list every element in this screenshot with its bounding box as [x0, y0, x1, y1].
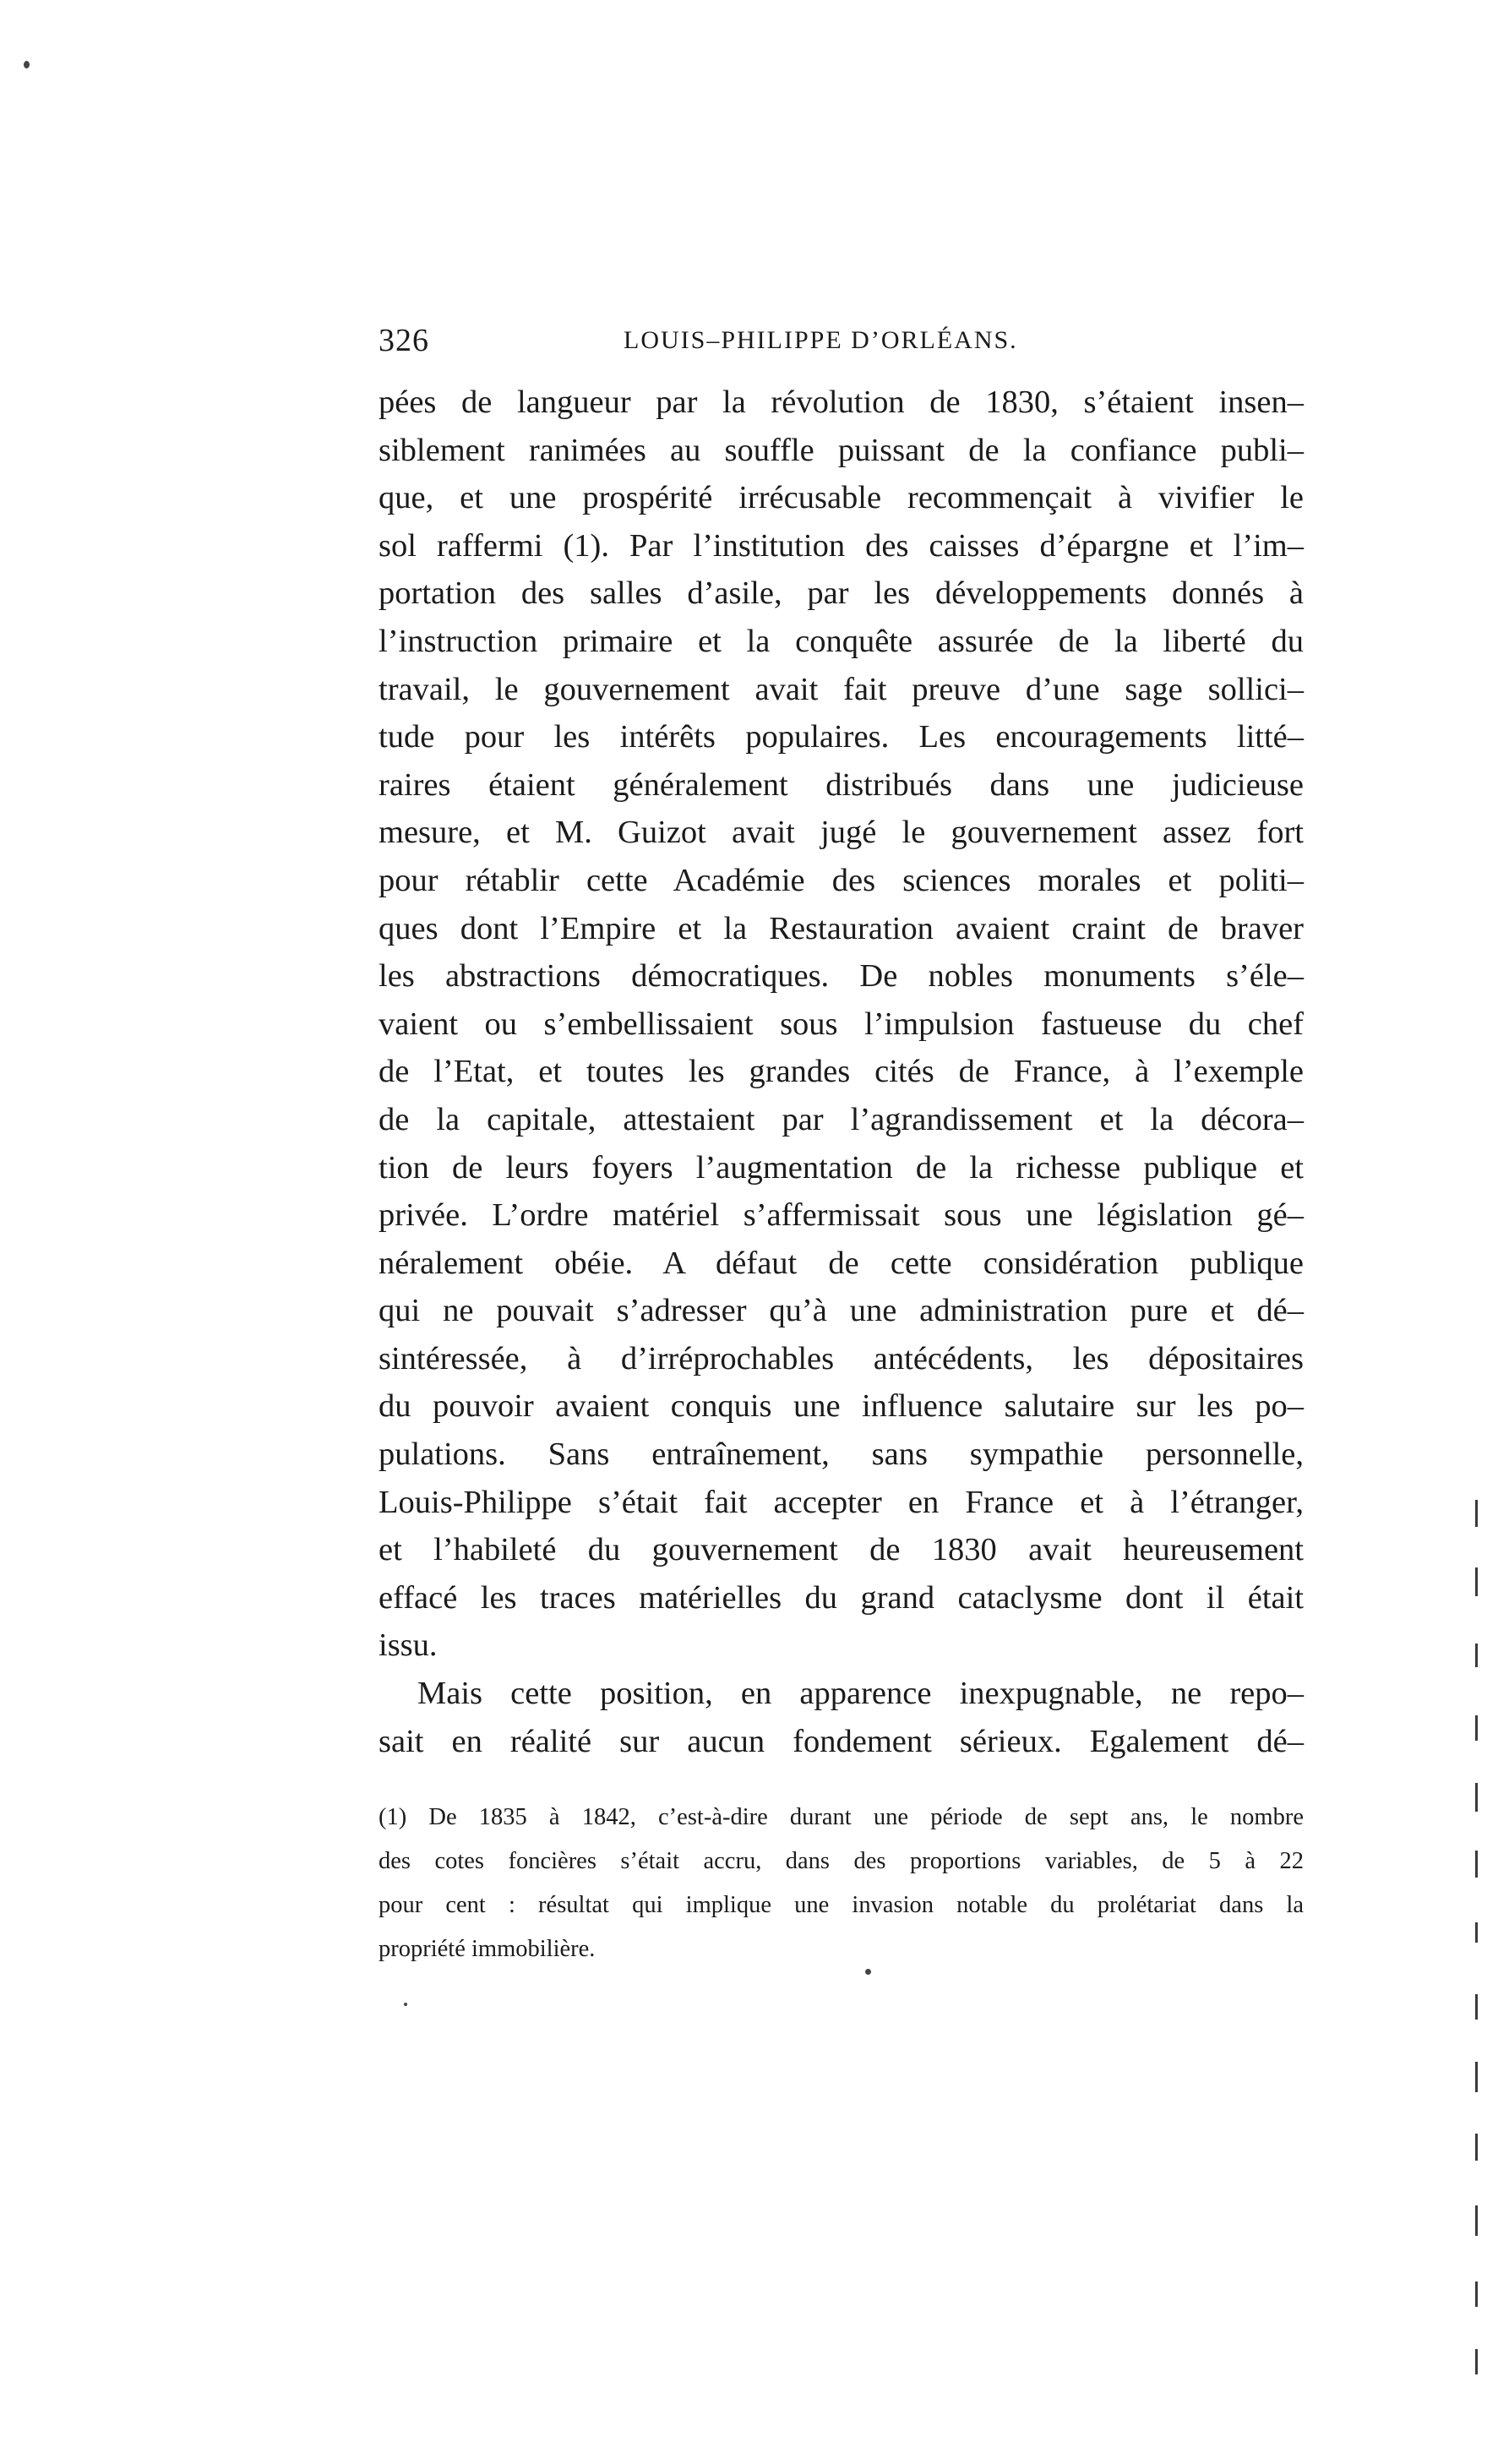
- body-line: néralement obéie. A défaut de cette considération publique: [379, 1245, 1304, 1281]
- footnote-line: (1) De 1835 à 1842, c’est-à-dire durant une période de sept ans, le nombre: [379, 1804, 1304, 1830]
- scan-speck: [404, 2003, 407, 2006]
- body-line: sait en réalité sur aucun fondement sérieux. Egalement dé–: [379, 1723, 1304, 1759]
- body-line: de l’Etat, et toutes les grandes cités de France, à l’exemple: [379, 1054, 1304, 1090]
- footnote: [379, 1796, 1304, 1971]
- running-title: LOUIS–PHILIPPE D’ORLÉANS.: [624, 326, 1018, 354]
- body-line: de la capitale, attestaient par l’agrandissement et la décora–: [379, 1101, 1304, 1137]
- body-line: pour rétablir cette Académie des sciences morales et politi–: [379, 862, 1304, 898]
- paragraph-start-line: Mais cette position, en apparence inexpugnable, ne repo–: [417, 1676, 1304, 1712]
- scan-speck: [865, 1969, 871, 1975]
- scan-edge-mark: [1475, 1922, 1478, 1943]
- scan-edge-mark: [1475, 2281, 1478, 2307]
- body-line: l’instruction primaire et la conquête assurée de la liberté du: [379, 623, 1304, 659]
- body-line: pées de langueur par la révolution de 1830, s’étaient insen–: [379, 384, 1304, 420]
- body-line: pulations. Sans entraînement, sans sympathie personnelle,: [379, 1436, 1304, 1473]
- scan-speck: [24, 61, 30, 68]
- scan-edge-mark: [1475, 2134, 1478, 2161]
- body-line: travail, le gouvernement avait fait preuve d’une sage sollici–: [379, 671, 1304, 707]
- body-line: sintéressée, à d’irréprochables antécédents, les dépositaires: [379, 1340, 1304, 1376]
- page-number: 326: [379, 323, 429, 358]
- body-line: ques dont l’Empire et la Restauration avaient craint de braver: [379, 910, 1304, 946]
- footnote-line: propriété immobilière.: [379, 1936, 596, 1962]
- body-line: tude pour les intérêts populaires. Les encouragements litté–: [379, 719, 1304, 755]
- scan-edge-mark: [1475, 1567, 1478, 1596]
- body-text: [379, 379, 1304, 1765]
- scan-edge-mark: [1475, 2205, 1478, 2236]
- body-line: privée. L’ordre matériel s’affermissait sous une législation gé–: [379, 1197, 1304, 1234]
- body-line: du pouvoir avaient conquis une influence salutaire sur les po–: [379, 1388, 1304, 1425]
- scan-edge-mark: [1475, 1644, 1478, 1667]
- body-line: vaient ou s’embellissaient sous l’impulsion fastueuse du chef: [379, 1006, 1304, 1042]
- body-line: tion de leurs foyers l’augmentation de la richesse publique et: [379, 1149, 1304, 1186]
- footnote-line: pour cent : résultat qui implique une invasion notable du prolétariat dans la: [379, 1892, 1304, 1918]
- body-line: mesure, et M. Guizot avait jugé le gouvernement assez fort: [379, 815, 1304, 851]
- scan-edge-mark: [1475, 1851, 1478, 1878]
- scan-edge-mark: [1475, 2062, 1478, 2092]
- footnote-line: des cotes foncières s’était accru, dans des proportions variables, de 5 à 22: [379, 1848, 1304, 1874]
- scan-edge-mark: [1475, 1994, 1478, 2020]
- body-line: que, et une prospérité irrécusable recommençait à vivifier le: [379, 480, 1304, 516]
- body-line: portation des salles d’asile, par les développements donnés à: [379, 575, 1304, 612]
- scan-edge-mark: [1475, 1500, 1478, 1527]
- paragraph-end-line: issu.: [379, 1627, 438, 1664]
- scan-edge-mark: [1475, 2349, 1478, 2374]
- body-line: les abstractions démocratiques. De nobles monuments s’éle–: [379, 958, 1304, 995]
- body-line: effacé les traces matérielles du grand cataclysme dont il était: [379, 1579, 1304, 1616]
- page-header: [379, 319, 1304, 362]
- body-line: siblement ranimées au souffle puissant de la confiance publi–: [379, 432, 1304, 468]
- scan-edge-mark: [1475, 1783, 1478, 1812]
- body-line: Louis-Philippe s’était fait accepter en France et à l’étranger,: [379, 1484, 1304, 1520]
- body-line: raires étaient généralement distribués dans une judicieuse: [379, 766, 1304, 803]
- scan-edge-mark: [1475, 1715, 1478, 1741]
- body-line: sol raffermi (1). Par l’institution des caisses d’épargne et l’im–: [379, 527, 1304, 564]
- body-line: qui ne pouvait s’adresser qu’à une administration pure et dé–: [379, 1293, 1304, 1329]
- body-line: et l’habileté du gouvernement de 1830 avait heureusement: [379, 1532, 1304, 1568]
